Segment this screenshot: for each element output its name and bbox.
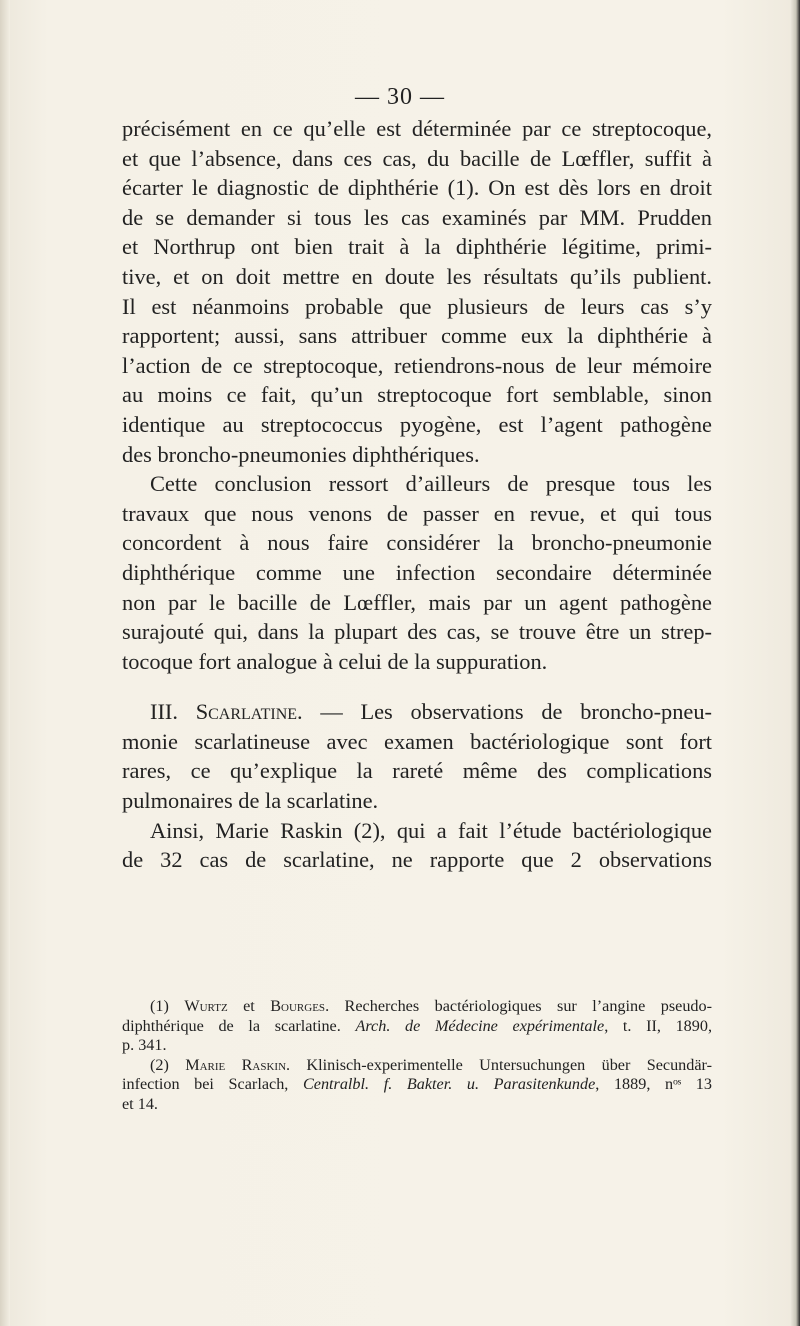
text-line: rares, ce qu’explique la rareté même des complications [122, 758, 712, 784]
text-line: de 32 cas de scarlatine, ne rapporte que 2 observations [122, 847, 712, 873]
footnote-text: et [227, 997, 271, 1015]
section-heading-text: — Les observations de broncho-pneu- [320, 699, 712, 725]
footnote-text: . Klinisch-experimentelle Untersuchungen über Secundär- [286, 1055, 712, 1074]
footnote-text: diphthérique de la scarlatine. [122, 1016, 356, 1035]
text-line: l’action de ce streptocoque, retiendrons-nous de leur mémoire [122, 352, 712, 378]
footnote-text: infection bei Scarlach, [122, 1075, 303, 1094]
text-line: écarter le diagnostic de diphthérie (1). On est dès lors en droit [122, 175, 712, 201]
section-gap [122, 676, 712, 697]
text-line: et Northrup ont bien trait à la diphthérie légitime, primi- [122, 234, 712, 260]
body-text [122, 114, 712, 875]
page-right-edge [790, 0, 800, 1326]
text-line: au moins ce fait, qu’un streptocoque fort semblable, sinon [122, 382, 712, 408]
section-heading [122, 697, 712, 727]
footnote-line: et 14. [122, 1094, 158, 1113]
text-line: tive, et on doit mettre en doute les résultats qu’ils publient. [122, 263, 712, 289]
footnote-journal: Centralbl. f. Bakter. u. Parasitenkunde [302, 1075, 596, 1094]
text-line: non par le bacille de Lœffler, mais par un agent pathogène [122, 589, 712, 615]
footnote-1 [122, 997, 712, 1017]
text-line: et que l’absence, dans ces cas, du bacille de Lœffler, suffit à [122, 145, 712, 171]
text-line: rapportent; aussi, sans attribuer comme eux la diphthérie à [122, 323, 712, 349]
section-title: Scarlatine. [195, 699, 303, 725]
footnote-line [122, 1075, 712, 1095]
footnote-marker: (1) [150, 997, 185, 1015]
text-line: précisément en ce qu’elle est déterminée par ce streptocoque, [122, 116, 712, 141]
text-line: diphthérique comme une infection secondaire déterminée [122, 559, 712, 585]
footnote-line [122, 1017, 712, 1037]
page-left-edge [0, 0, 10, 1326]
text-line: concordent à nous faire considérer la broncho-pneumonie [122, 530, 712, 556]
text-line: des broncho-pneumonies diphthériques. [122, 441, 480, 467]
page-number: — 30 — [355, 84, 445, 110]
text-line: surajouté qui, dans la plupart des cas, se trouve être un strep- [122, 619, 712, 645]
footnote-author: Bourges [270, 997, 326, 1015]
section-number: III. [150, 699, 178, 725]
footnote-journal: Arch. de Médecine expérimentale [355, 1016, 605, 1035]
text-line: monie scarlatineuse avec examen bactériologique sont fort [122, 728, 712, 754]
text-line: Ainsi, Marie Raskin (2), qui a fait l’étude bactériologique [150, 817, 712, 843]
footnote-marker: (2) [150, 1055, 186, 1074]
footnote-2 [122, 1056, 712, 1076]
footnote-text: , 1889, nᵒˢ 13 [595, 1075, 712, 1094]
text-line: pulmonaires de la scarlatine. [122, 788, 379, 814]
text-line: de se demander si tous les cas examinés par MM. Prudden [122, 204, 712, 230]
text-line: Cette conclusion ressort d’ailleurs de presque tous les [150, 471, 712, 497]
text-line: identique au streptococcus pyogène, est l’agent pathogène [122, 411, 712, 437]
footnote-author: Marie Raskin [185, 1055, 287, 1074]
footnote-text: . Recherches bactériologiques sur l’angine pseudo- [325, 997, 712, 1015]
text-line: travaux que nous venons de passer en revue, et qui tous [122, 500, 712, 526]
footnote-text: , t. II, 1890, [604, 1016, 712, 1035]
footnotes [122, 997, 712, 1115]
footnote-author: Wurtz [184, 997, 228, 1015]
text-line: tocoque fort analogue à celui de la suppuration. [122, 648, 548, 674]
text-line: Il est néanmoins probable que plusieurs de leurs cas s’y [122, 293, 712, 319]
footnote-line: p. 341. [122, 1036, 167, 1055]
